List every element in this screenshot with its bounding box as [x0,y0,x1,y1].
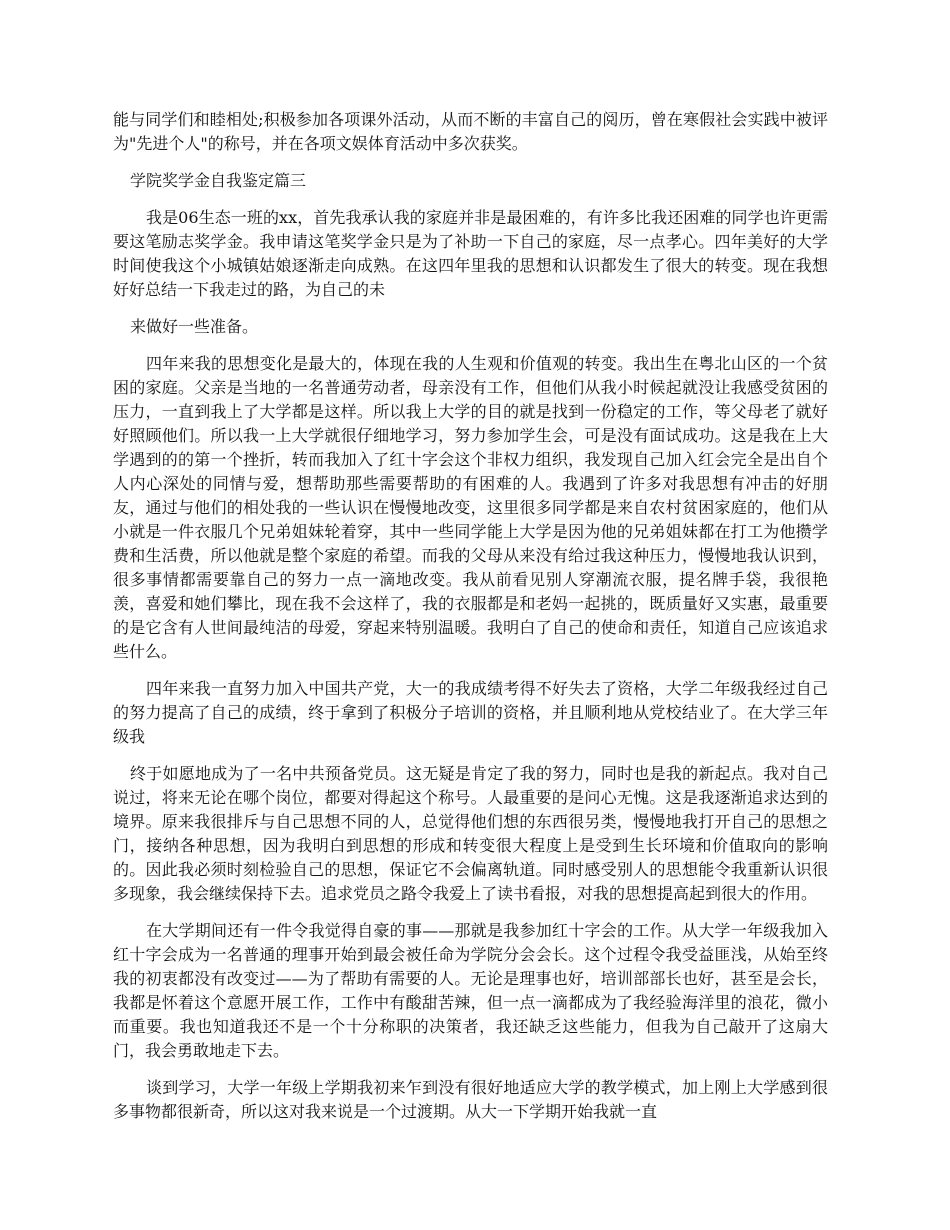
paragraph-4: 四年来我的思想变化是最大的，体现在我的人生观和价值观的转变。我出生在粤北山区的一个贫困的家庭。父亲是当地的一名普通劳动者，母亲没有工作，但他们从我小时候起就没让我感受贫困的压力，一直到我上了大学都是这样。所以我上大学的目的就是找到一份稳定的工作，等父母老了就好好照顾他们。所以我一上大学就很仔细地学习，努力参加学生会，可是没有面试成功。这是我在上大学遇到的的第一个挫折，转而我加入了红十字会这个非权力组织，我发现自己加入红会完全是出自个人内心深处的同情与爱，想帮助那些需要帮助的有困难的人。我遇到了许多对我思想有冲击的好朋友，通过与他们的相处我的一些认识在慢慢地改变，这里很多同学都是来自农村贫困家庭的，他们从小就是一件衣服几个兄弟姐妹轮着穿，其中一些同学能上大学是因为他的兄弟姐妹都在打工为他攒学费和生活费，所以他就是整个家庭的希望。而我的父母从来没有给过我这种压力，慢慢地我认识到，很多事情都需要靠自己的努力一点一滴地改变。我从前看见别人穿潮流衣服，提名牌手袋，我很艳羡，喜爱和她们攀比，现在我不会这样了，我的衣服都是和老妈一起挑的，既质量好又实惠，最重要的是它含有人世间最纯洁的母爱，穿起来特别温暖。我明白了自己的使命和责任，知道自己应该追求些什么。 [113,354,828,661]
section-heading: 学院奖学金自我鉴定篇三 [130,171,307,190]
paragraph-8: 谈到学习，大学一年级上学期我初来乍到没有很好地适应大学的教学模式，加上刚上大学感到很多事物都很新奇，所以这对我来说是一个过渡期。从大一下学期开始我就一直 [113,1078,828,1121]
paragraph-6: 终于如愿地成为了一名中共预备党员。这无疑是肯定了我的努力，同时也是我的新起点。我对自己说过，将来无论在哪个岗位，都要对得起这个称号。人最重要的是问心无愧。这是我逐渐追求达到的境界。原来我很排斥与自己思想不同的人，总觉得他们想的东西很另类，慢慢地我打开自己的思想之门，接纳各种思想，因为我明白到思想的形成和转变很大程度上是受到生长环境和价值取向的影响的。因此我必须时刻检验自己的思想，保证它不会偏离轨道。同时感受别人的思想能令我重新认识很多现象，我会继续保持下去。追求党员之路令我爱上了读书看报，对我的思想提高起到很大的作用。 [113,764,828,903]
paragraph-3: 来做好一些准备。 [130,317,259,336]
paragraph-5: 四年来我一直努力加入中国共产党，大一的我成绩考得不好失去了资格，大学二年级我经过自己的努力提高了自己的成绩，终于拿到了积极分子培训的资格，并且顺利地从党校结业了。在大学三年级我 [113,679,828,746]
paragraph-1: 能与同学们和睦相处;积极参加各项课外活动，从而不断的丰富自己的阅历，曾在寒假社会实践中被评为"先进个人"的称号，并在各项文娱体育活动中多次获奖。 [113,110,828,153]
paragraph-2: 我是06生态一班的xx，首先我承认我的家庭并非是最困难的，有许多比我还困难的同学也许更需要这笔励志奖学金。我申请这笔奖学金只是为了补助一下自己的家庭，尽一点孝心。四年美好的大学时间使我这个小城镇姑娘逐渐走向成熟。在这四年里我的思想和认识都发生了很大的转变。现在我想好好总结一下我走过的路，为自己的未 [113,208,828,299]
paragraph-7: 在大学期间还有一件令我觉得自豪的事——那就是我参加红十字会的工作。从大学一年级我加入红十字会成为一名普通的理事开始到最会被任命为学院分会会长。这个过程令我受益匪浅，从始至终我的初衷都没有改变过——为了帮助有需要的人。无论是理事也好，培训部部长也好，甚至是会长，我都是怀着这个意愿开展工作，工作中有酸甜苦辣，但一点一滴都成为了我经验海洋里的浪花，微小而重要。我也知道我还不是一个十分称职的决策者，我还缺乏这些能力，但我为自己敲开了这扇大门，我会勇敢地走下去。 [113,921,828,1060]
